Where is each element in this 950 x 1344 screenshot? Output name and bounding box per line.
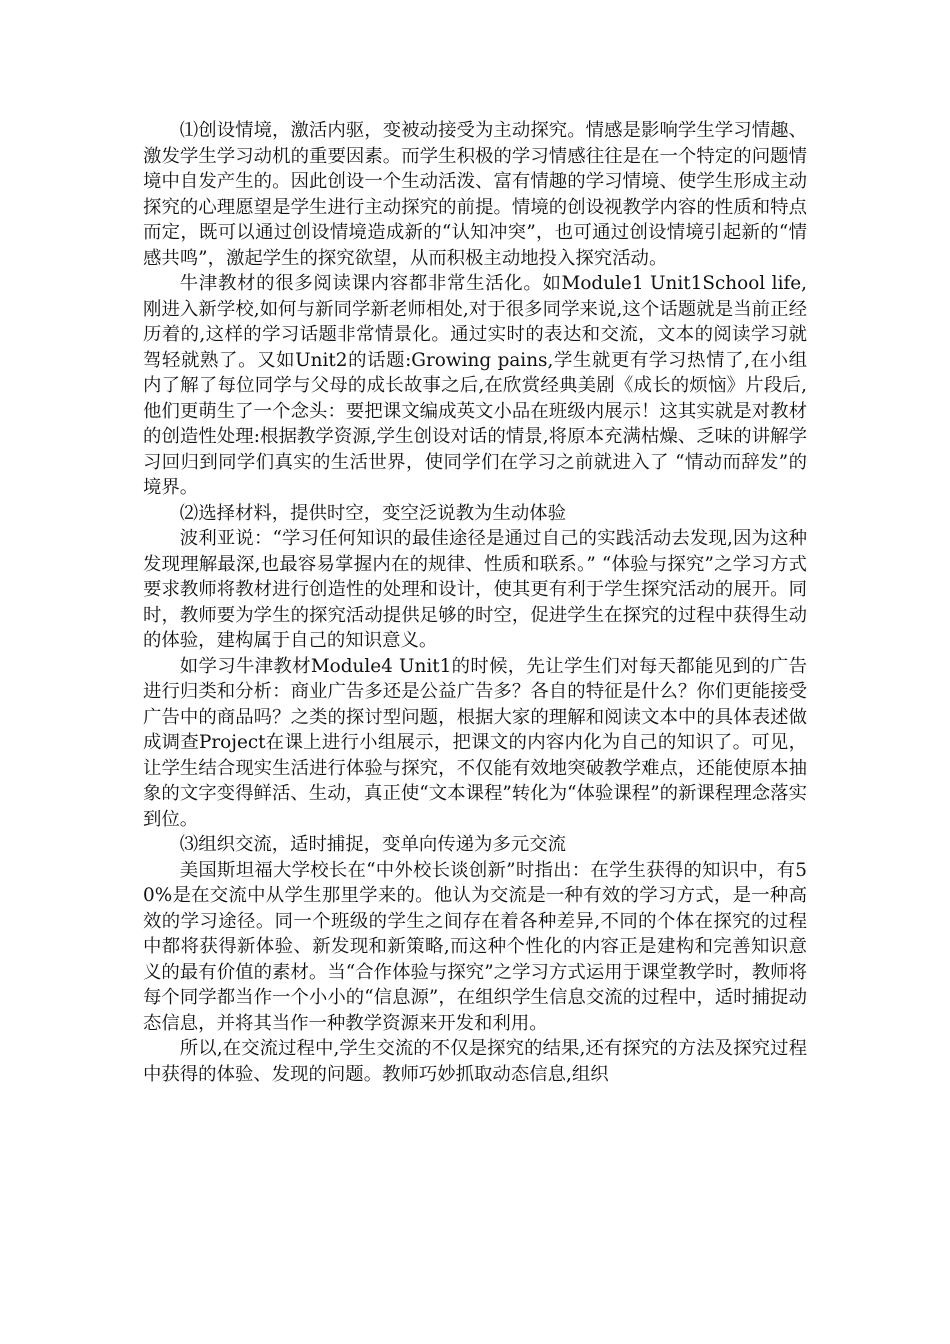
document-page <box>143 118 807 1087</box>
paragraph-heading-organize-exchange: ⑶组织交流，适时捕捉，变单向传递为多元交流 <box>179 834 567 855</box>
paragraph-advertising-example: 如学习牛津教材Module4 Unit1的时候，先让学生们对每天都能见到的广告进行归类和分析：商业广告多还是公益广告多？各自的特征是什么？你们更能接受广告中的商品吗？之类的探讨型问题，根据大家的理解和阅读文本中的具体表述做成调查Project在课上进行小组展示，把课文的内容内化为自己的知识了。可见，让学生结合现实生活进行体验与探究，不仅能有效地突破教学难点，还能使原本抽象的文字变得鲜活、生动，真正使“文本课程”转化为“体验课程”的新课程理念落实到位。 <box>143 655 807 830</box>
paragraph-oxford-reading-example: 牛津教材的很多阅读课内容都非常生活化。如Module1 Unit1School life,刚进入新学校,如何与新同学新老师相处,对于很多同学来说,这个话题就是当前正经历着的,这样的学习话题非常情景化。通过实时的表达和交流，文本的阅读学习就驾轻就熟了。又如Unit2的话题:Growing pains,学生就更有学习热情了,在小组内了解了每位同学与父母的成长故事之后,在欣赏经典美剧《成长的烦恼》片段后,他们更萌生了一个念头：要把课文编成英文小品在班级内展示！这其实就是对教材的创造性处理:根据教学资源,学生创设对话的情景,将原本充满枯燥、乏味的讲解学习回归到同学们真实的生活世界，使同学们在学习之前就进入了 “情动而辞发”的境界。 <box>143 273 807 498</box>
paragraph-polya-quote: 波利亚说：“学习任何知识的最佳途径是通过自己的实践活动去发现,因为这种发现理解最深,也最容易掌握内在的规律、性质和联系。” “体验与探究”之学习方式要求教师将教材进行创造性的处理和设计，使其更有利于学生探究活动的展开。同时，教师要为学生的探究活动提供足够的时空，促进学生在探究的过程中获得生动的体验，建构属于自己的知识意义。 <box>143 528 807 651</box>
paragraph-stanford-quote: 美国斯坦福大学校长在“中外校长谈创新”时指出：在学生获得的知识中，有50%是在交流中从学生那里学来的。他认为交流是一种有效的学习方式，是一种高效的学习途径。同一个班级的学生之间存在着各种差异,不同的个体在探究的过程中都将获得新体验、新发现和新策略,而这种个性化的内容正是建构和完善知识意义的最有价值的素材。当“合作体验与探究”之学习方式运用于课堂教学时，教师将每个同学都当作一个小小的“信息源”，在组织学生信息交流的过程中，适时捕捉动态信息，并将其当作一种教学资源来开发和利用。 <box>143 859 807 1034</box>
paragraph-creating-situations: ⑴创设情境，激活内驱，变被动接受为主动探究。情感是影响学生学习情趣、激发学生学习动机的重要因素。而学生积极的学习情感往往是在一个特定的问题情境中自发产生的。因此创设一个生动活泼、富有情趣的学习情境、使学生形成主动探究的心理愿望是学生进行主动探究的前提。情境的创设视教学内容的性质和特点而定，既可以通过创设情境造成新的“认知冲突”，也可通过创设情境引起新的“情感共鸣”，激起学生的探究欲望，从而积极主动地投入探究活动。 <box>143 120 807 269</box>
paragraph-exchange-process: 所以,在交流过程中,学生交流的不仅是探究的结果,还有探究的方法及探究过程中获得的体验、发现的问题。教师巧妙抓取动态信息,组织 <box>143 1038 807 1085</box>
paragraph-heading-choose-materials: ⑵选择材料，提供时空，变空泛说教为生动体验 <box>179 502 567 524</box>
